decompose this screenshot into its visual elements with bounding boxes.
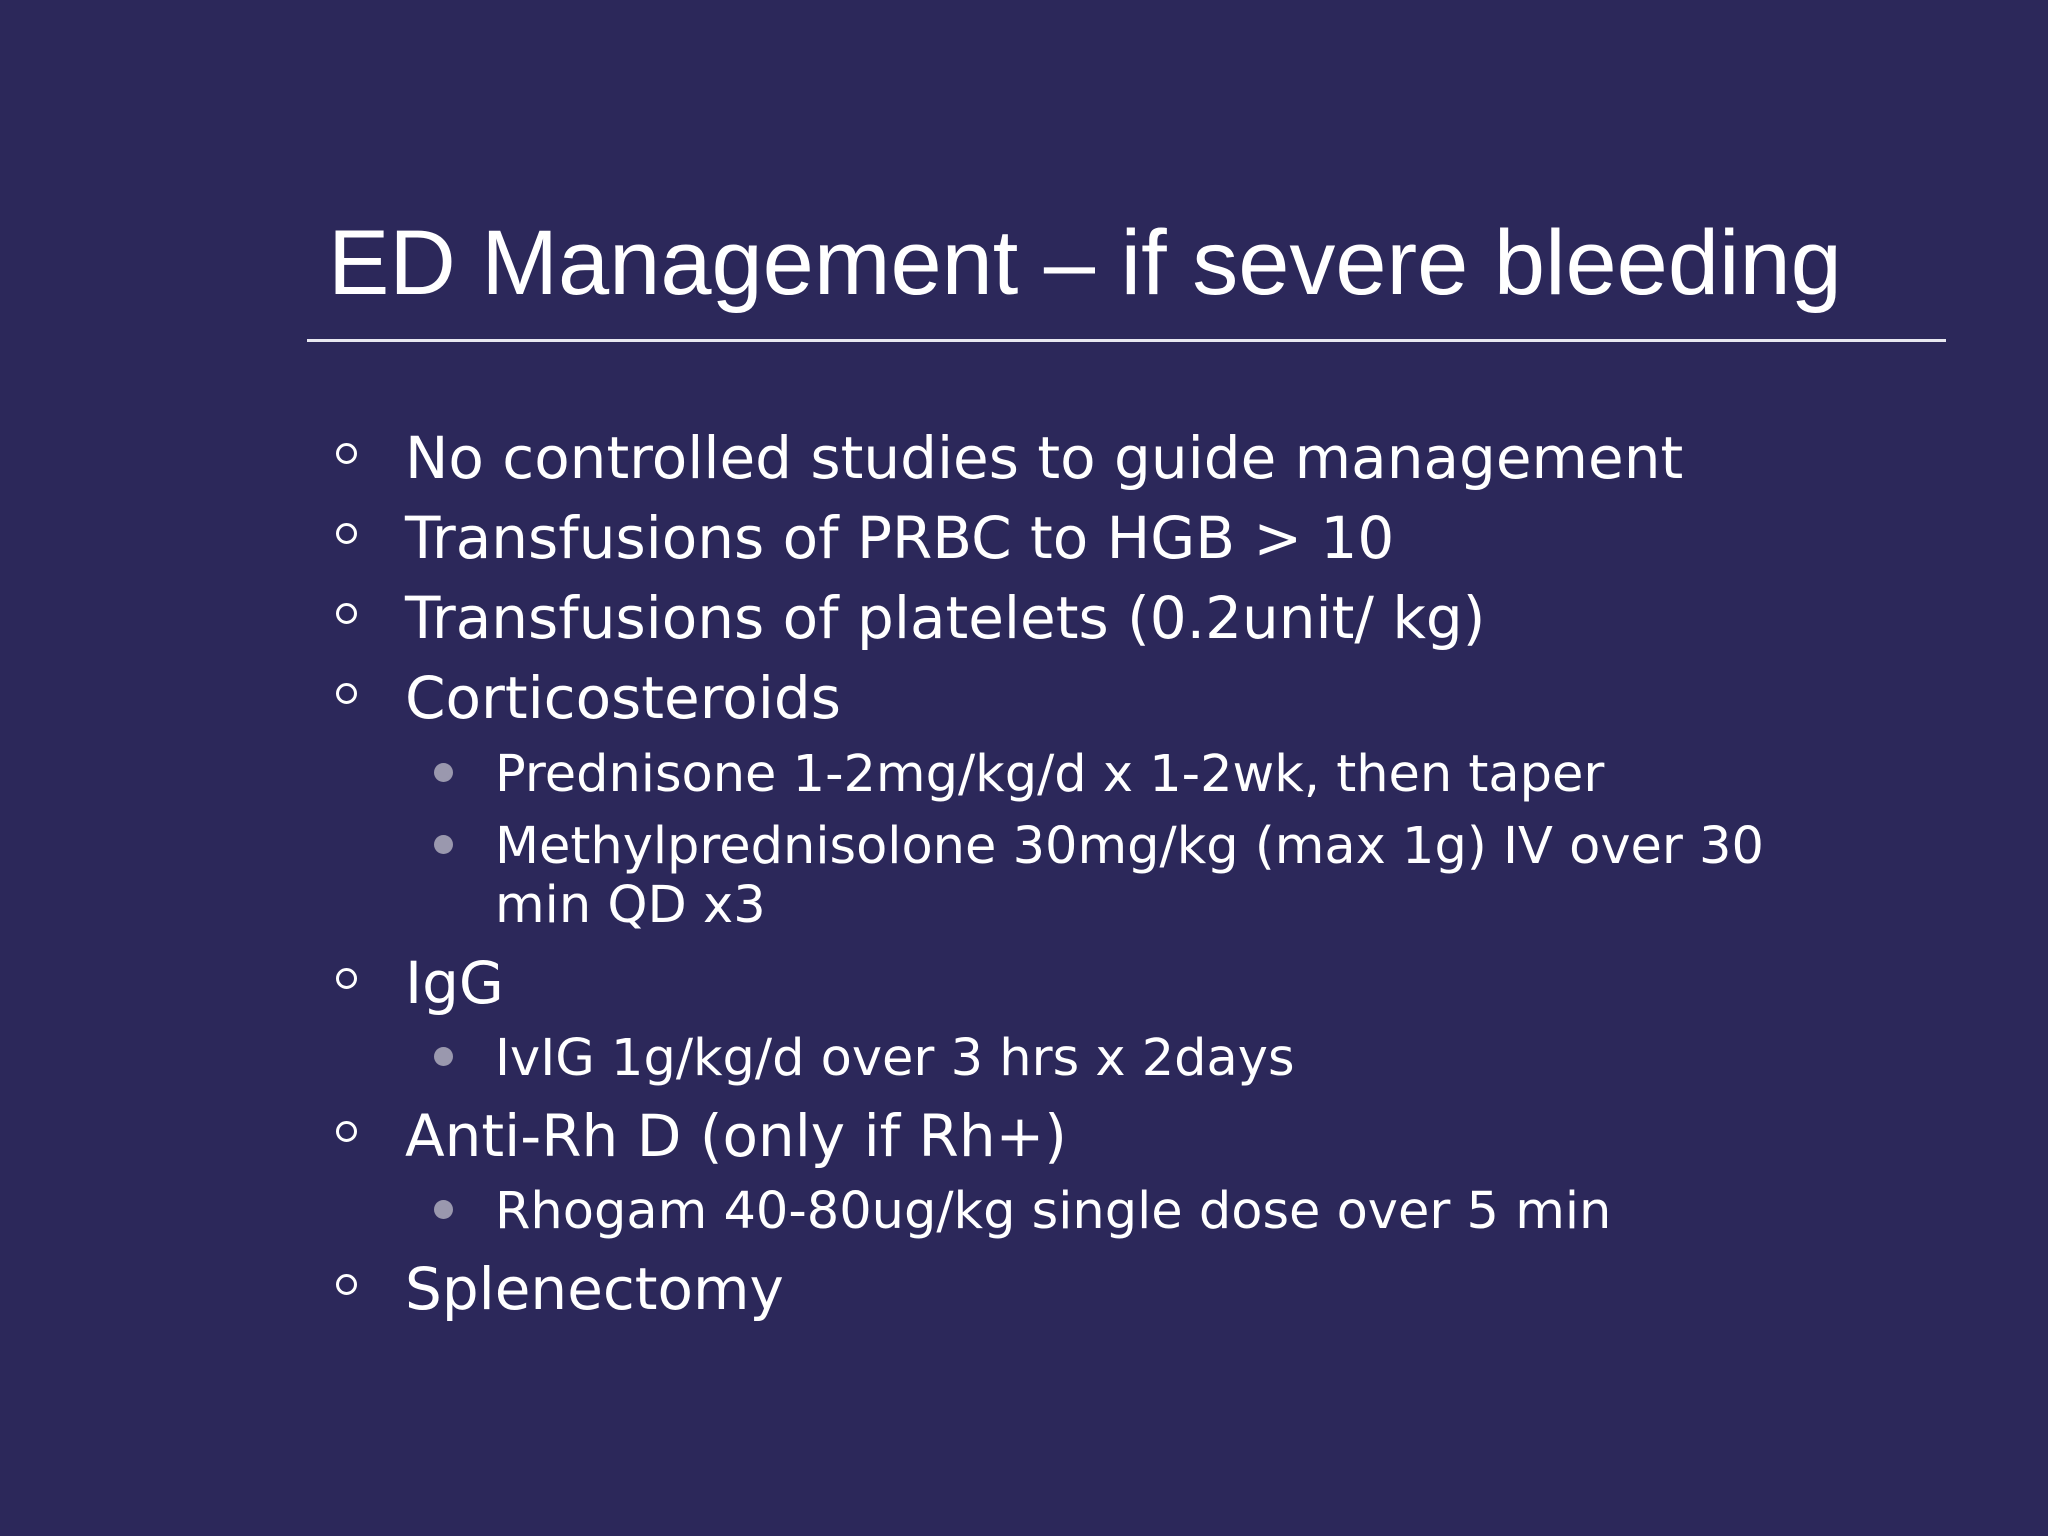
filled-dot-bullet-icon: [434, 1047, 453, 1066]
sub-bullet-text: Rhogam 40-80ug/kg single dose over 5 min: [495, 1182, 1612, 1241]
filled-dot-bullet-icon: [434, 1200, 453, 1219]
hollow-circle-bullet-icon: [336, 1274, 357, 1295]
hollow-circle-bullet-icon: [336, 683, 357, 704]
filled-dot-bullet-icon: [434, 763, 453, 782]
bullet-text: No controlled studies to guide management: [405, 424, 1684, 492]
slide-title: ED Management – if severe bleeding: [328, 212, 1842, 314]
filled-dot-bullet-icon: [434, 835, 453, 854]
hollow-circle-bullet-icon: [336, 523, 357, 544]
bullet-text: Transfusions of platelets (0.2unit/ kg): [405, 584, 1486, 652]
hollow-circle-bullet-icon: [336, 968, 357, 989]
sub-bullet-text: Prednisone 1-2mg/kg/d x 1-2wk, then taper: [495, 745, 1605, 804]
hollow-circle-bullet-icon: [336, 603, 357, 624]
sub-bullet-text: IvIG 1g/kg/d over 3 hrs x 2days: [495, 1029, 1295, 1088]
hollow-circle-bullet-icon: [336, 1121, 357, 1142]
bullet-text: Corticosteroids: [405, 664, 841, 732]
hollow-circle-bullet-icon: [336, 443, 357, 464]
bullet-text: IgG: [405, 949, 504, 1017]
sub-bullet-text: Methylprednisolone 30mg/kg (max 1g) IV over 30: [495, 817, 1764, 876]
bullet-text: Anti-Rh D (only if Rh+): [405, 1102, 1067, 1170]
sub-bullet-text: min QD x3: [495, 876, 766, 935]
bullet-text: Transfusions of PRBC to HGB > 10: [405, 504, 1395, 572]
bullet-text: Splenectomy: [405, 1255, 784, 1323]
